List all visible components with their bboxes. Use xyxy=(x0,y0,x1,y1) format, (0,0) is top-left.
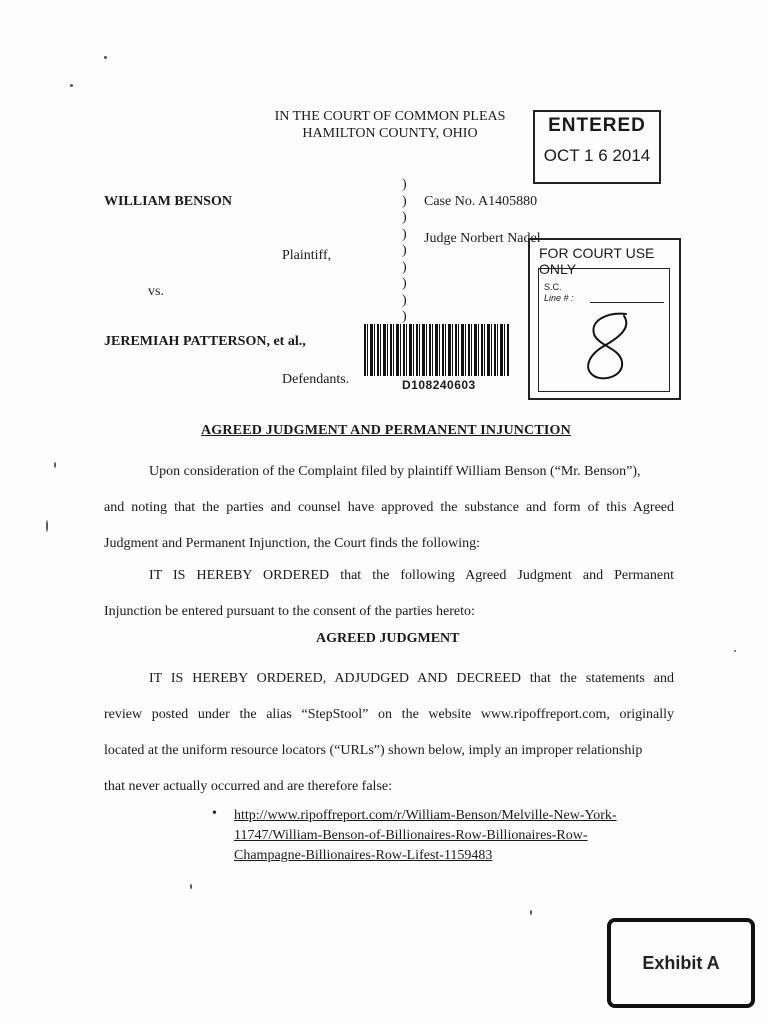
section-heading: AGREED JUDGMENT xyxy=(316,631,460,646)
scan-speck xyxy=(190,884,192,889)
defendant-name: JEREMIAH PATTERSON, et al., xyxy=(104,334,306,349)
scan-speck xyxy=(734,650,736,652)
paragraph-decree xyxy=(104,661,674,805)
scan-speck xyxy=(530,910,532,915)
handwritten-digit-8 xyxy=(568,306,648,386)
plaintiff-name: WILLIAM BENSON xyxy=(104,194,232,209)
court-header xyxy=(230,108,550,142)
defendant-role: Defendants. xyxy=(282,372,350,387)
paragraph-line: Injunction be entered pursuant to the consent of the parties hereto: xyxy=(104,604,475,619)
paragraph-line: Judgment and Permanent Injunction, the Court finds the following: xyxy=(104,536,480,551)
caption-parentheses: ) ) ) ) ) ) ) ) ) xyxy=(402,177,407,324)
exhibit-label-box xyxy=(607,918,755,1008)
case-number: Case No. A1405880 xyxy=(424,194,538,209)
entered-label: ENTERED xyxy=(548,115,646,136)
paragraph-line: review posted under the alias “StepStool” on the website www.ripoffreport.com, originally xyxy=(104,707,674,722)
paragraph-line: IT IS HEREBY ORDERED, ADJUDGED AND DECREED that the statements and xyxy=(149,671,674,686)
paragraph-line: and noting that the parties and counsel have approved the substance and form of this Agreed xyxy=(104,500,674,515)
paragraph-order xyxy=(104,558,674,630)
court-county: HAMILTON COUNTY, OHIO xyxy=(302,126,478,141)
paragraph-line: that never actually occurred and are therefore false: xyxy=(104,779,392,794)
scan-speck xyxy=(104,56,107,59)
barcode-number: D108240603 xyxy=(402,378,476,392)
list-bullet: • xyxy=(212,806,217,821)
paragraph-line: located at the uniform resource locators (“URLs”) shown below, imply an improper relationship xyxy=(104,743,643,758)
entered-stamp xyxy=(533,110,661,184)
scan-speck xyxy=(70,84,73,87)
court-use-title: FOR COURT USE ONLY xyxy=(539,245,655,277)
plaintiff-role: Plaintiff, xyxy=(282,248,332,263)
scan-speck xyxy=(54,462,56,468)
paragraph-findings xyxy=(104,454,674,562)
line-number-rule xyxy=(590,302,664,303)
court-use-box xyxy=(528,238,681,400)
exhibit-label: Exhibit A xyxy=(642,952,720,973)
paragraph-line: Upon consideration of the Complaint filed by plaintiff William Benson (“Mr. Benson”), xyxy=(149,464,641,479)
entered-date: OCT 1 6 2014 xyxy=(543,146,651,165)
sc-label: S.C. xyxy=(544,282,562,292)
line-number-label: Line # : xyxy=(544,293,574,303)
document-title: AGREED JUDGMENT AND PERMANENT INJUNCTION xyxy=(201,423,571,438)
barcode xyxy=(364,324,510,376)
court-name: IN THE COURT OF COMMON PLEAS xyxy=(274,109,506,124)
ripoffreport-url-link[interactable]: http://www.ripoffreport.com/r/William-Benson/Melville-New-York- 11747/William-Benson-of-Billionaires-Row-Billionaires-Row- Champagne-Billionaires-Row-Lifest-1159483 xyxy=(234,808,617,863)
scan-speck xyxy=(46,520,48,532)
paragraph-line: IT IS HEREBY ORDERED that the following Agreed Judgment and Permanent xyxy=(149,568,674,583)
judge-name: Judge Norbert Nadel xyxy=(424,231,541,246)
versus-label: vs. xyxy=(148,284,164,299)
